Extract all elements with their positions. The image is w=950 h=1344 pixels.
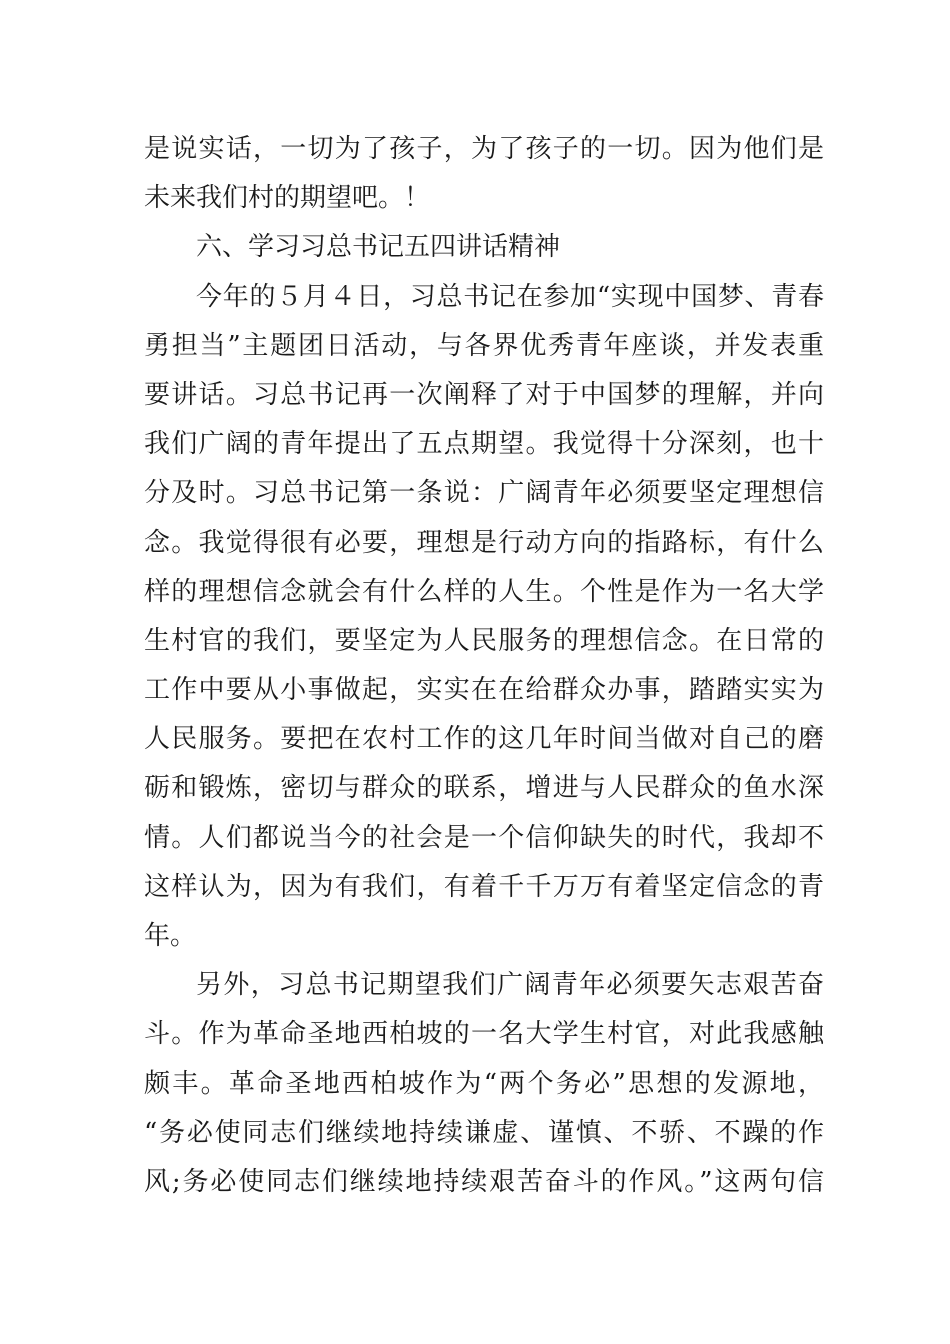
text-line: 分及时。习总书记第一条说：广阔青年必须要坚定理想信 [144, 478, 824, 509]
text-line: 颇丰。革命圣地西柏坡作为“两个务必”思想的发源地， [144, 1068, 824, 1099]
text-line: 未来我们村的期望吧。！ [144, 183, 431, 214]
text-line: 勇担当”主题团日活动，与各界优秀青年座谈，并发表重 [144, 330, 824, 361]
text-line: “务必使同志们继续地持续谦虚、谨慎、不骄、不躁的作 [144, 1117, 824, 1148]
section-heading: 六、学习习总书记五四讲话精神 [196, 232, 561, 263]
text-line: 工作中要从小事做起，实实在在给群众办事，踏踏实实为 [144, 675, 824, 706]
text-line: 念。我觉得很有必要，理想是行动方向的指路标，有什么 [144, 527, 824, 558]
paragraph-first-line: 另外，习总书记期望我们广阔青年必须要矢志艰苦奋 [196, 970, 824, 1001]
text-line: 斗。作为革命圣地西柏坡的一名大学生村官，对此我感触 [144, 1019, 824, 1050]
text-line: 我们广阔的青年提出了五点期望。我觉得十分深刻，也十 [144, 429, 824, 460]
text-line: 风;务必使同志们继续地持续艰苦奋斗的作风。”这两句信 [144, 1166, 824, 1197]
text-line: 样的理想信念就会有什么样的人生。个性是作为一名大学 [144, 576, 824, 607]
text-line: 年。 [144, 921, 197, 951]
text-line: 生村官的我们，要坚定为人民服务的理想信念。在日常的 [144, 625, 824, 656]
text-line: 要讲话。习总书记再一次阐释了对于中国梦的理解，并向 [144, 379, 824, 410]
text-line: 这样认为，因为有我们，有着千千万万有着坚定信念的青 [144, 871, 824, 902]
text-line: 情。人们都说当今的社会是一个信仰缺失的时代，我却不 [144, 822, 824, 853]
text-line: 砺和锻炼，密切与群众的联系，增进与人民群众的鱼水深 [144, 773, 824, 804]
paragraph-first-line: 今年的５月４日，习总书记在参加“实现中国梦、青春 [196, 281, 824, 312]
body-text [144, 125, 824, 1207]
text-line: 人民服务。要把在农村工作的这几年时间当做对自己的磨 [144, 724, 824, 755]
text-line: 是说实话，一切为了孩子，为了孩子的一切。因为他们是 [144, 134, 824, 164]
